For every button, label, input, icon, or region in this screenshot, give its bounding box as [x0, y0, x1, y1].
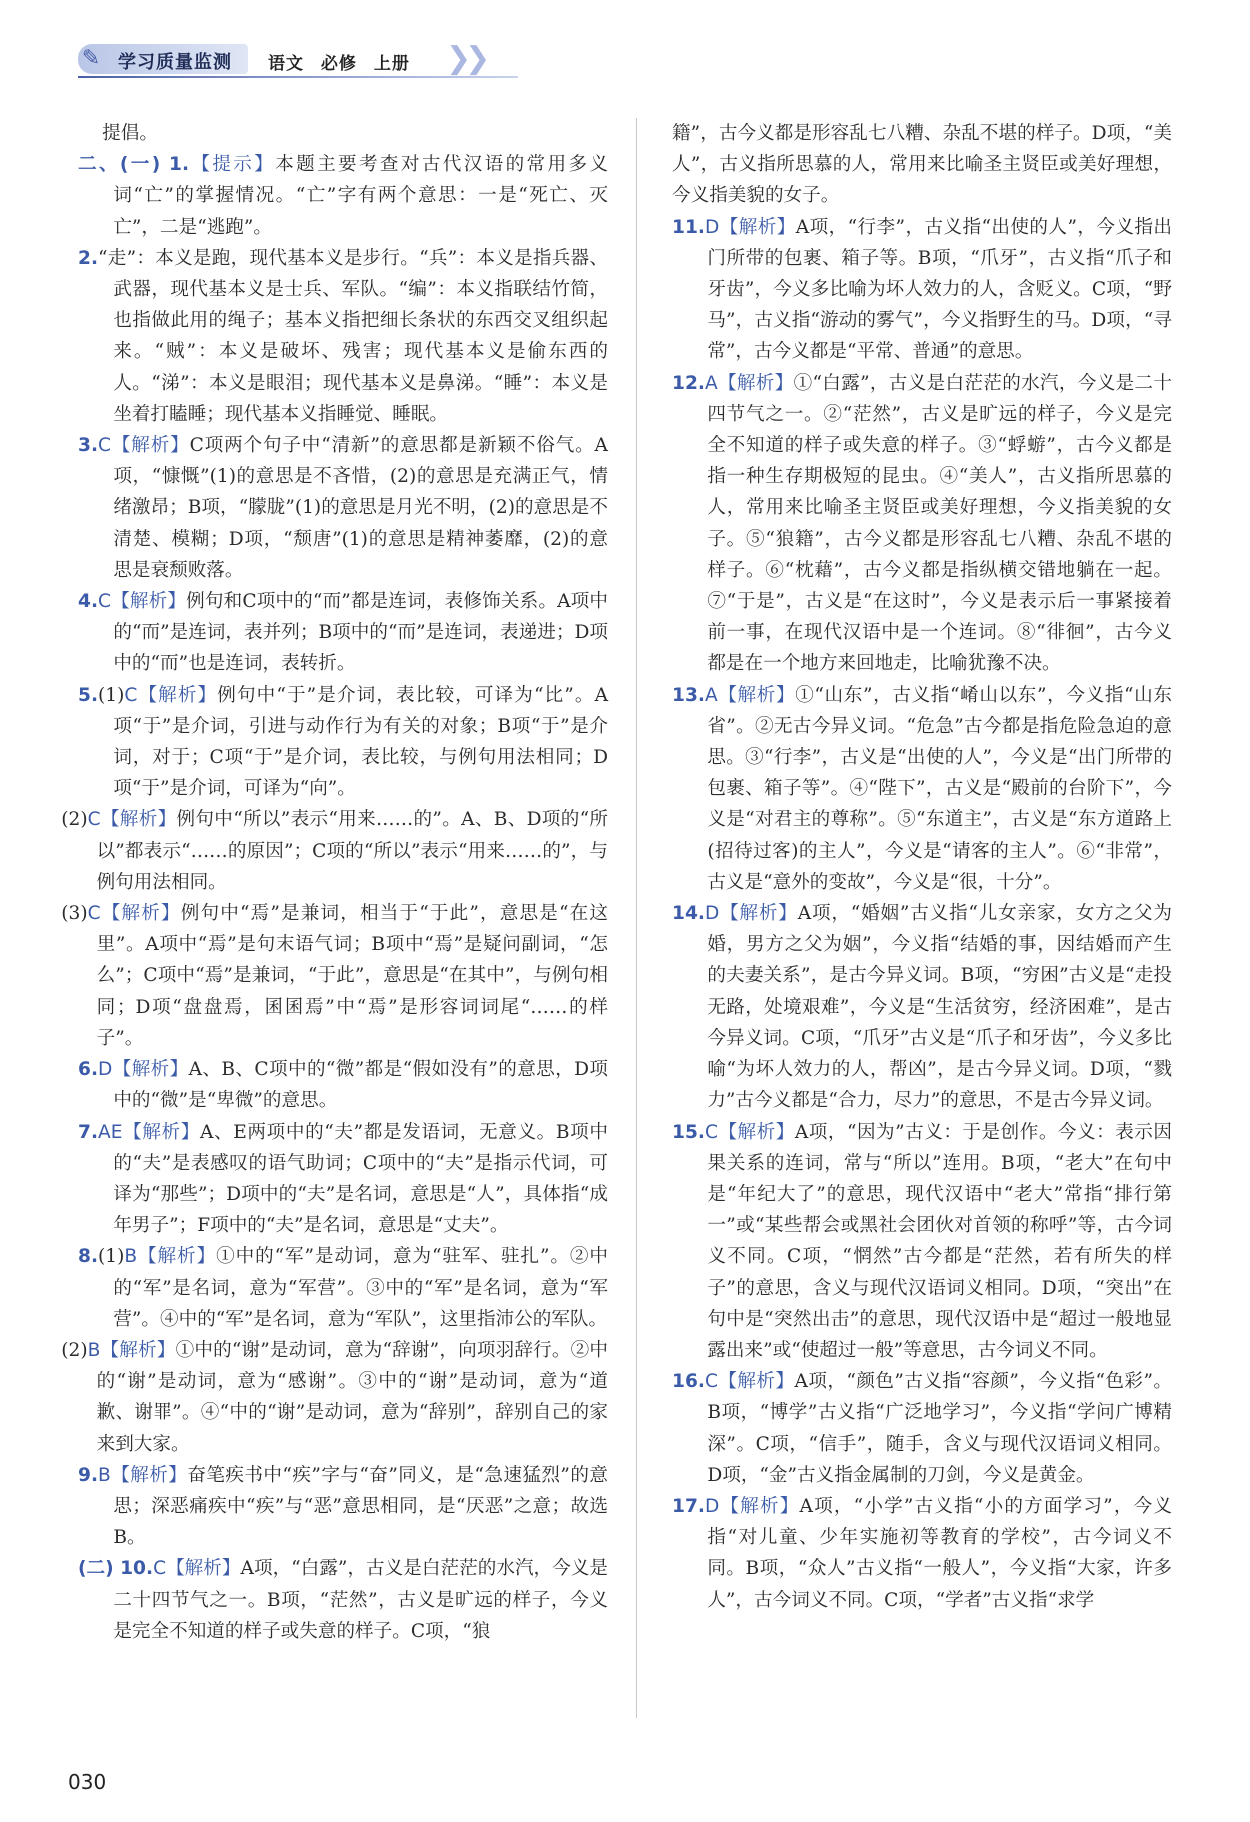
left-column — [61, 118, 608, 1647]
answer-q9: 9.B【解析】奋笔疾书中“疾”字与“奋”同义，是“急速猛烈”的意思；深恶痛疾中“疾”与“恶”意思相同，是“厌恶”之意；故选B。 — [78, 1464, 608, 1549]
page-header — [78, 41, 538, 78]
answer-continuation: 提倡。 — [102, 123, 158, 144]
page-number: 030 — [68, 1770, 107, 1794]
answer-q5-1: 5.(1)C【解析】例句中“于”是介词，表比较，可译为“比”。A项“于”是介词，引进与动作行为有关的对象；B项“于”是介词，对于；C项“于”是介词，表比较，与例句用法相同；D项“于”是介词，可译为“向”。 — [78, 684, 608, 800]
answer-q16: 16.C【解析】A项，“颜色”古义指“容颜”，今义指“色彩”。B项，“博学”古义指“广泛地学习”，今义指“学问广博精深”。C项，“信手”，随手，含义与现代汉语词义相同。D项，“金”古义指金属制的刀剑，今义是黄金。 — [672, 1371, 1172, 1486]
right-column — [672, 118, 1172, 1616]
answer-q7: 7.AE【解析】A、E两项中的“夫”都是发语词，无意义。B项中的“夫”是表感叹的语气助词；C项中的“夫”是指示代词，可译为“那些”；D项中的“夫”是名词，意思是“人”，具体指“成年男子”；F项中的“夫”是名词，意思是“丈夫”。 — [78, 1121, 608, 1237]
header-underline — [78, 76, 518, 78]
answer-q11: 11.D【解析】A项，“行李”，古义指“出使的人”，今义指出门所带的包裹、箱子等。B项，“爪牙”，古义指“爪子和牙齿”，今义多比喻为坏人效力的人，含贬义。C项，“野马”，古义指“游动的雾气”，今义指野生的马。D项，“寻常”，古今义都是“平常、普通”的意思。 — [672, 216, 1172, 363]
answer-q1: 二、(一) 1.【提示】本题主要考查对古代汉语的常用多义词“亡”的掌握情况。“亡”字有两个意思：一是“死亡、灭亡”，二是“逃跑”。 — [78, 154, 608, 238]
answer-q3: 3.C【解析】C项两个句子中“清新”的意思都是新颖不俗气。A项，“慷慨”(1)的意思是不吝惜，(2)的意思是充满正气，情绪激昂；B项，“朦胧”(1)的意思是月光不明，(2)的意思是不清楚、模糊；D项，“颓唐”(1)的意思是精神萎靡，(2)的意思是衰颓败落。 — [78, 435, 608, 581]
answer-q8-2: (2)B【解析】①中的“谢”是动词，意为“辞谢”，向项羽辞行。②中的“谢”是动词，意为“感谢”。③中的“谢”是动词，意为“道歉、谢罪”。④“中的“谢”是动词，意为“辞别”，辞别自己的家来到大家。 — [61, 1339, 608, 1455]
answer-q2: 2.“走”：本义是跑，现代基本义是步行。“兵”：本义是指兵器、武器，现代基本义是士兵、军队。“编”：本义指联结竹简，也指做此用的绳子；基本义指把细长条状的东西交叉组织起来。“贼”：本义是破坏、残害；现代基本义是偷东西的人。“涕”：本义是眼泪；现代基本义是鼻涕。“睡”：本义是坐着打瞌睡；现代基本义指睡觉、睡眠。 — [78, 247, 608, 425]
answer-q13: 13.A【解析】①“山东”，古义指“崤山以东”，今义指“山东省”。②无古今异义词。“危急”古今都是指危险急迫的意思。③“行李”，古义是“出使的人”，今义是“出门所带的包裹、箱子等”。④“陛下”，古义是“殿前的台阶下”，今义是“对君主的尊称”。⑤“东道主”，古义是“东方道路上(招待过客)的主人”，今义是“请客的主人”。⑥“非常”，古义是“意外的变故”，今义是“很，十分”。 — [672, 684, 1172, 893]
answer-q17: 17.D【解析】A项，“小学”古义指“小的方面学习”，今义指“对儿童、少年实施初等教育的学校”，古今词义不同。B项，“众人”古义指“一般人”，今义指“大家，许多人”，古今词义不同。C项，“学者”古义指“求学 — [672, 1495, 1172, 1611]
answer-q5-2: (2)C【解析】例句中“所以”表示“用来……的”。A、B、D项的“所以”都表示“……的原因”；C项的“所以”表示“用来……的”，与例句用法相同。 — [61, 809, 608, 893]
answer-q12: 12.A【解析】①“白露”，古义是白茫茫的水汽，今义是二十四节气之一。②“茫然”，古义是旷远的样子，今义是完全不知道的样子或失意的样子。③“蜉蝣”，古今义都是指一种生存期极短的昆虫。④“美人”，古义指所思慕的人，常用来比喻圣主贤臣或美好理想，今义指美貌的女子。⑤“狼籍”，古今义都是形容乱七八糟、杂乱不堪的样子。⑥“枕藉”，古今义都是指纵横交错地躺在一起。⑦“于是”，古义是“在这时”，今义是表示后一事紧接着前一事，在现代汉语中是一个连词。⑧“徘徊”，古今义都是在一个地方来回地走，比喻犹豫不决。 — [672, 372, 1172, 675]
header-title: 学习质量监测 — [118, 52, 232, 73]
header-subject: 语文 必修 上册 — [268, 54, 410, 74]
answer-q4: 4.C【解析】例句和C项中的“而”都是连词，表修饰关系。A项中的“而”是连词，表并列；B项中的“而”是连词，表递进；D项中的“而”也是连词，表转折。 — [78, 591, 608, 675]
answer-continuation: 籍”，古今义都是形容乱七八糟、杂乱不堪的样子。D项，“美人”，古义指所思慕的人，常用来比喻圣主贤臣或美好理想，今义指美貌的女子。 — [672, 123, 1172, 207]
answer-q5-3: (3)C【解析】例句中“焉”是兼词，相当于“于此”，意思是“在这里”。A项中“焉”是句末语气词；B项中“焉”是疑问副词，“怎么”；C项中“焉”是兼词，“于此”，意思是“在其中”，与例句相同；D项“盘盘焉，囷囷焉”中“焉”是形容词词尾“……的样子”。 — [61, 903, 608, 1049]
pen-icon: ✎ — [81, 46, 101, 71]
answer-q8-1: 8.(1)B【解析】①中的“军”是动词，意为“驻军、驻扎”。②中的“军”是名词，意为“军营”。③中的“军”是名词，意为“军营”。④中的“军”是名词，意为“军队”，这里指沛公的军队。 — [78, 1246, 608, 1330]
double-chevron-icon: ❯❯ — [446, 41, 485, 76]
column-divider — [636, 118, 637, 1718]
answer-q14: 14.D【解析】A项，“婚姻”古义指“儿女亲家，女方之父为婚，男方之父为姻”，今义指“结婚的事，因结婚而产生的夫妻关系”，是古今异义词。B项，“穷困”古义是“走投无路，处境艰难”，今义是“生活贫穷，经济困难”，是古今异义词。C项，“爪牙”古义是“爪子和牙齿”，今义多比喻“为坏人效力的人，帮凶”，是古今异义词。D项，“戮力”古今义都是“合力，尽力”的意思，不是古今异义词。 — [672, 903, 1172, 1112]
answer-q10: (二) 10.C【解析】A项，“白露”，古义是白茫茫的水汽，今义是二十四节气之一。B项，“茫然”，古义是旷远的样子，今义是完全不知道的样子或失意的样子。C项，“狼 — [78, 1558, 608, 1642]
answer-q6: 6.D【解析】A、B、C项中的“微”都是“假如没有”的意思，D项中的“微”是“卑微”的意思。 — [78, 1059, 608, 1112]
answer-q15: 15.C【解析】A项，“因为”古义：于是创作。今义：表示因果关系的连词，常与“所以”连用。B项，“老大”在句中是“年纪大了”的意思，现代汉语中“老大”常指“排行第一”或“某些帮会或黑社会团伙对首领的称呼”等，古今词义不同。C项，“惘然”古今都是“茫然，若有所失的样子”的意思，含义与现代汉语词义相同。D项，“突出”在句中是“突然出击”的意思，现代汉语中是“超过一般地显露出来”或“使超过一般”等意思，古今词义不同。 — [672, 1121, 1172, 1361]
